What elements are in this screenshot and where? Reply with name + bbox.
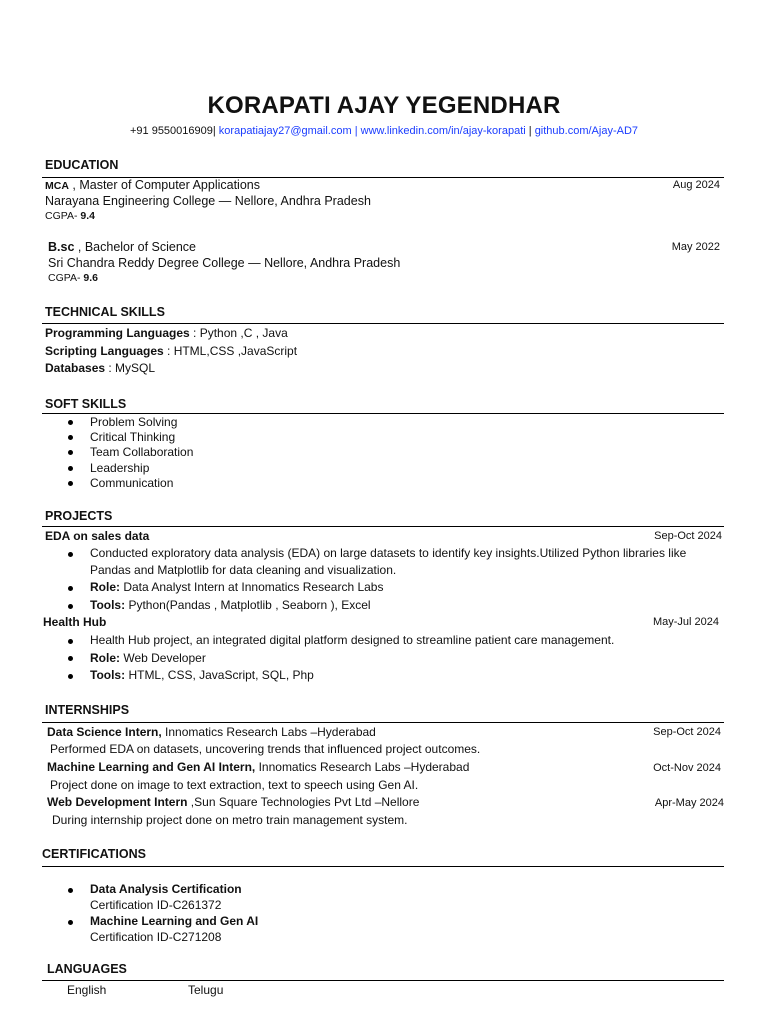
bullet-icon: [68, 656, 73, 661]
project-date: May-Jul 2024: [652, 616, 719, 628]
education-cgpa: CGPA- 9.4: [45, 210, 96, 222]
education-college: Narayana Engineering College — Nellore, Andhra Pradesh: [45, 194, 371, 208]
section-divider: [42, 526, 724, 527]
bullet-icon: [68, 888, 73, 893]
language-item: Telugu: [188, 983, 224, 997]
bullet-icon: [68, 552, 73, 557]
bullet-icon: [68, 466, 73, 471]
bullet-icon: [68, 586, 73, 591]
project-date: Sep-Oct 2024: [654, 530, 722, 542]
project-name: Health Hub: [43, 615, 107, 629]
project-name: EDA on sales data: [45, 529, 150, 543]
phone-number: +91 9550016909|: [129, 125, 216, 137]
internship-desc: Performed EDA on datasets, uncovering trends that influenced project outcomes.: [50, 742, 481, 756]
email-link[interactable]: korapatiajay27@gmail.com: [218, 125, 352, 137]
education-date: May 2022: [671, 241, 720, 253]
project-desc: Health Hub project, an integrated digital platform designed to streamline patient care management.: [90, 633, 615, 647]
education-heading: EDUCATION: [45, 158, 119, 172]
internships-heading: INTERNSHIPS: [45, 703, 130, 717]
certification-name: Data Analysis Certification: [90, 882, 242, 896]
bullet-icon: [68, 420, 73, 425]
separator: |: [354, 125, 358, 137]
certification-name: Machine Learning and Gen AI: [90, 914, 259, 928]
technical-skills-heading: TECHNICAL SKILLS: [45, 305, 165, 319]
section-divider: [42, 323, 724, 324]
separator: |: [528, 125, 532, 137]
internship-title: Machine Learning and Gen AI Intern, Innomatics Research Labs –Hyderabad: [47, 760, 470, 774]
list-item: Leadership: [90, 461, 150, 475]
section-divider: [42, 413, 724, 414]
bullet-icon: [68, 450, 73, 455]
bullet-icon: [68, 674, 73, 679]
certification-id: Certification ID-C271208: [90, 930, 222, 944]
bullet-icon: [68, 604, 73, 609]
list-item: Team Collaboration: [90, 445, 194, 459]
internship-date: Oct-Nov 2024: [653, 762, 721, 774]
project-desc: Conducted exploratory data analysis (EDA) on large datasets to identify key insights.Utilized Python libraries like: [90, 546, 687, 560]
education-degree: MCA , Master of Computer Applications: [45, 178, 260, 192]
certification-id: Certification ID-C261372: [90, 898, 222, 912]
project-role: Role: Web Developer: [90, 651, 206, 665]
bullet-icon: [68, 639, 73, 644]
internship-title: Data Science Intern, Innomatics Research Labs –Hyderabad: [47, 725, 376, 739]
skill-row: Scripting Languages : HTML,CSS ,JavaScript: [45, 344, 298, 358]
bullet-icon: [68, 481, 73, 486]
list-item: Problem Solving: [90, 415, 178, 429]
list-item: Critical Thinking: [90, 430, 176, 444]
project-tools: Tools: Python(Pandas , Matplotlib , Seaborn ), Excel: [90, 598, 371, 612]
linkedin-link[interactable]: www.linkedin.com/in/ajay-korapati: [360, 125, 526, 137]
project-tools: Tools: HTML, CSS, JavaScript, SQL, Php: [90, 668, 314, 682]
skill-row: Databases : MySQL: [45, 361, 156, 375]
github-link[interactable]: github.com/Ajay-AD7: [534, 125, 639, 137]
language-item: English: [67, 983, 107, 997]
project-role: Role: Data Analyst Intern at Innomatics Research Labs: [90, 580, 384, 594]
list-item: Communication: [90, 476, 174, 490]
skill-row: Programming Languages : Python ,C , Java: [45, 326, 288, 340]
candidate-name: KORAPATI AJAY YEGENDHAR: [207, 92, 561, 119]
education-degree: B.sc , Bachelor of Science: [48, 240, 197, 254]
education-cgpa: CGPA- 9.6: [48, 272, 99, 284]
certifications-heading: CERTIFICATIONS: [42, 847, 146, 861]
project-desc: Pandas and Matplotlib for data cleaning and visualization.: [90, 563, 397, 577]
internship-date: Sep-Oct 2024: [653, 726, 721, 738]
bullet-icon: [68, 435, 73, 440]
internship-title: Web Development Intern ,Sun Square Technologies Pvt Ltd –Nellore: [47, 795, 420, 809]
internship-desc: Project done on image to text extraction, text to speech using Gen AI.: [50, 778, 419, 792]
section-divider: [42, 722, 724, 723]
internship-date: Apr-May 2024: [654, 797, 724, 809]
education-date: Aug 2024: [672, 179, 720, 191]
projects-heading: PROJECTS: [45, 509, 113, 523]
internship-desc: During internship project done on metro train management system.: [52, 813, 408, 827]
contact-line: [0, 125, 768, 137]
education-college: Sri Chandra Reddy Degree College — Nellore, Andhra Pradesh: [48, 256, 401, 270]
section-divider: [42, 866, 724, 867]
soft-skills-heading: SOFT SKILLS: [45, 397, 127, 411]
bullet-icon: [68, 920, 73, 925]
section-divider: [42, 980, 724, 981]
languages-heading: LANGUAGES: [47, 962, 127, 976]
